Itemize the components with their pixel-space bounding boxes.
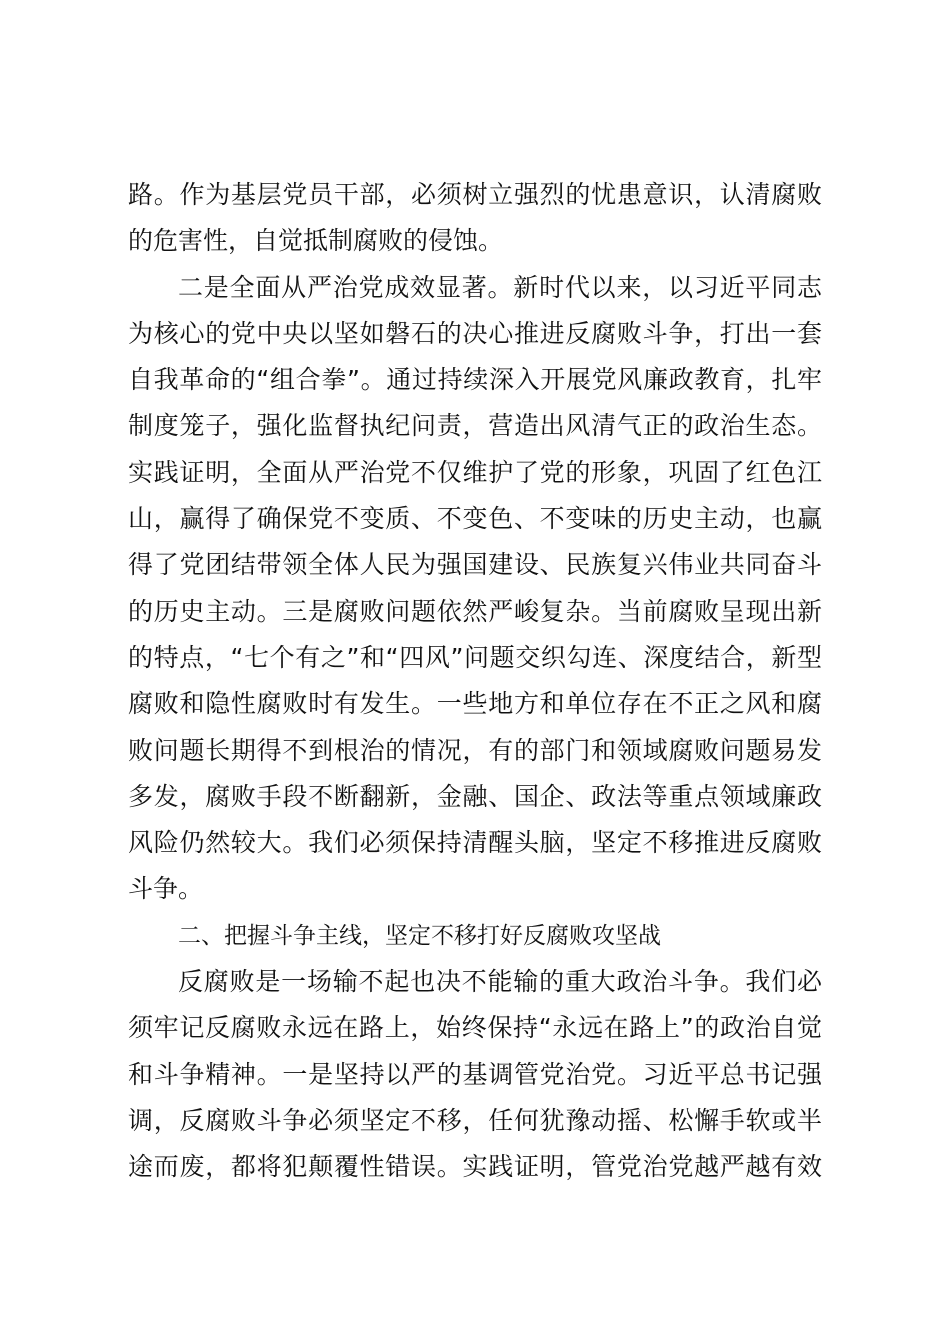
- text-line: 路。作为基层党员干部，必须树立强烈的忧患意识，认清腐败: [128, 180, 822, 209]
- text-line: 斗争。: [128, 874, 204, 904]
- text-line: 的危害性，自觉抵制腐败的侵蚀。: [128, 226, 504, 256]
- text-line: 得了党团结带领全体人民为强国建设、民族复兴伟业共同奋斗: [128, 550, 822, 580]
- text-line: 的历史主动。三是腐败问题依然严峻复杂。当前腐败呈现出新: [128, 596, 822, 626]
- text-line: 自我革命的“组合拳”。通过持续深入开展党风廉政教育，扎牢: [128, 365, 822, 395]
- section-heading: 二、把握斗争主线，坚定不移打好反腐败攻坚战: [178, 922, 661, 949]
- text-line: 败问题长期得不到根治的情况，有的部门和领域腐败问题易发: [128, 735, 822, 765]
- text-line: 调，反腐败斗争必须坚定不移，任何犹豫动摇、松懈手软或半: [128, 1105, 822, 1135]
- document-body: [128, 172, 822, 1191]
- text-line: 途而废，都将犯颠覆性错误。实践证明，管党治党越严越有效: [128, 1152, 822, 1182]
- text-line: 山，赢得了确保党不变质、不变色、不变味的历史主动，也赢: [128, 504, 822, 534]
- text-line: 实践证明，全面从严治党不仅维护了党的形象，巩固了红色江: [128, 457, 822, 487]
- text-line: 和斗争精神。一是坚持以严的基调管党治党。习近平总书记强: [128, 1059, 822, 1089]
- text-line: 须牢记反腐败永远在路上，始终保持“永远在路上”的政治自觉: [128, 1013, 822, 1043]
- text-line: 为核心的党中央以坚如磐石的决心推进反腐败斗争，打出一套: [128, 318, 822, 348]
- text-line: 二是全面从严治党成效显著。新时代以来，以习近平同志: [178, 272, 822, 302]
- text-line: 反腐败是一场输不起也决不能输的重大政治斗争。我们必: [178, 967, 822, 997]
- text-line: 制度笼子，强化监督执纪问责，营造出风清气正的政治生态。: [128, 411, 822, 441]
- text-line: 多发，腐败手段不断翻新，金融、国企、政法等重点领域廉政: [128, 781, 822, 811]
- text-line: 的特点，“七个有之”和“四风”问题交织勾连、深度结合，新型: [128, 642, 822, 672]
- text-line: 风险仍然较大。我们必须保持清醒头脑，坚定不移推进反腐败: [128, 828, 822, 858]
- text-line: 腐败和隐性腐败时有发生。一些地方和单位存在不正之风和腐: [128, 689, 822, 719]
